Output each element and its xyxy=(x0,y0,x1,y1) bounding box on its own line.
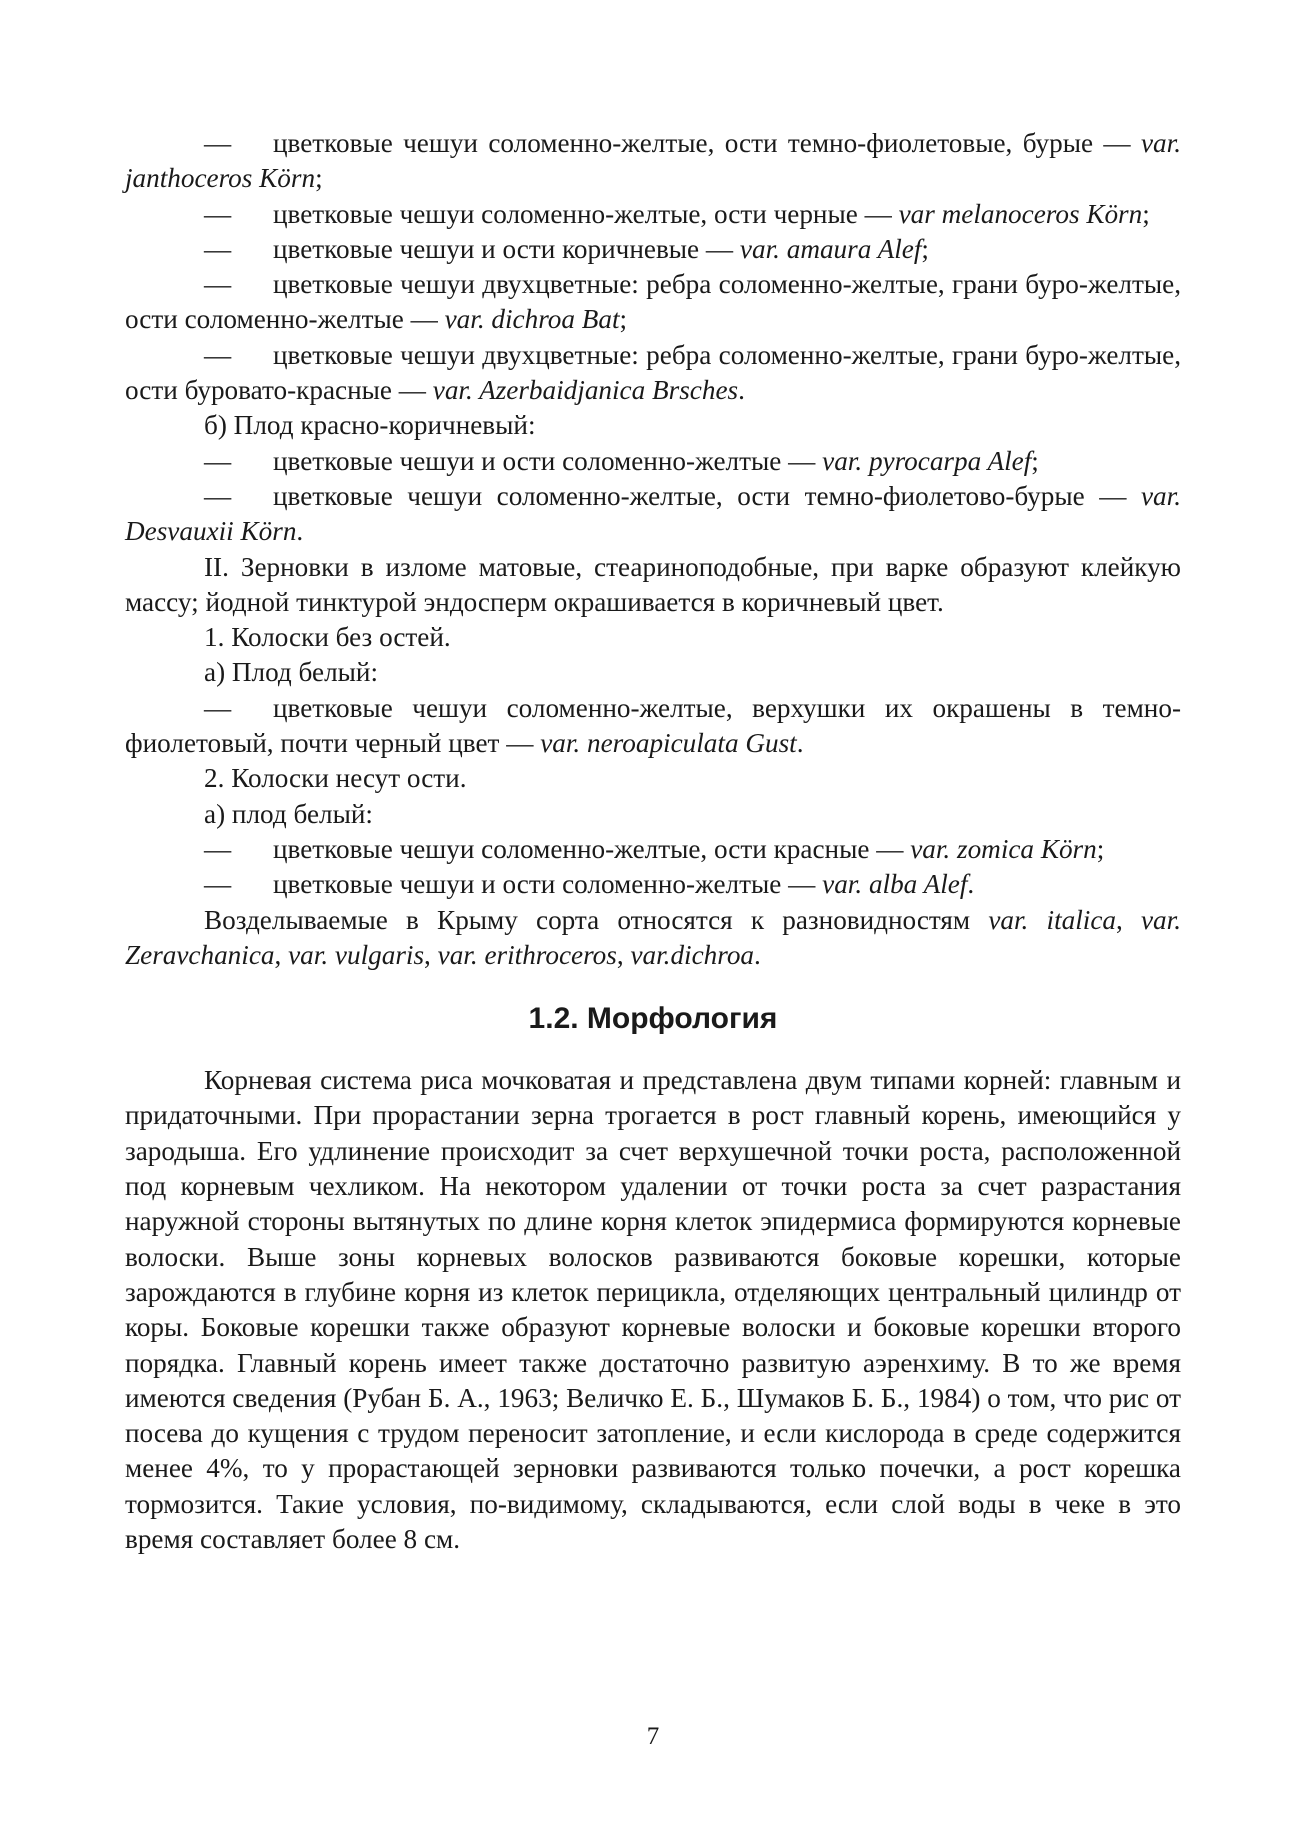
dash: — xyxy=(204,128,232,158)
entry-punct: ; xyxy=(315,163,323,194)
entry-text: цветковые чешуи соломенно-желтые, ости красные — xyxy=(273,833,911,864)
variety-entry-amaura xyxy=(125,232,1181,267)
variety-entry-janthoceros xyxy=(125,126,1181,197)
paragraph-crimea-varieties xyxy=(125,903,1181,974)
entry-text: цветковые чешуи двухцветные: ребра соломенно-желтые, грани буро-желтые, ости буровато-красные — xyxy=(125,339,1181,406)
entry-punct: ; xyxy=(921,233,929,264)
variety-entry-alba xyxy=(125,867,1181,902)
entry-punct: ; xyxy=(1096,833,1105,864)
subheading-fruit-white-1: а) Плод белый: xyxy=(204,657,379,688)
variety-name: var melanoceros Körn xyxy=(898,198,1143,229)
entry-text: цветковые чешуи соломенно-желтые, ости темно-фиолетово-бурые — xyxy=(273,480,1141,511)
crimea-text: Возделываемые в Крыму сорта относятся к разновидностям xyxy=(204,904,989,935)
separator: , xyxy=(274,939,289,970)
page-content xyxy=(125,126,1181,1557)
variety-name: var. neroapiculata Gust xyxy=(540,728,797,759)
dash: — xyxy=(204,233,232,264)
variety-name: var. Desvauxii Körn xyxy=(125,480,1181,547)
section-heading: 1.2. Морфология xyxy=(528,1002,778,1036)
variety-name: var. alba Alef xyxy=(822,869,968,900)
variety-name: var. Zeravchanica xyxy=(125,904,1181,970)
paragraph-root-system: Корневая система риса мочковатая и представлена двум типами корней: главным и придаточными. При прорастании зерна трогается в рост главный корень, имеющийся у зародыша. Его удлинение происходит за счет верхушечной точки роста, расположенной под корневым чехликом. На некотором удалении от точки роста за счет разрастания наружной стороны вытянутых по длине корня клеток эпидермиса формируются корневые волоски. Выше зоны корневых волосков развиваются боковые корешки, которые зарождаются в глубине корня из клеток перицикла, отделяющих центральный цилиндр от коры. Боковые корешки также образуют корневые волоски и боковые корешки второго порядка. Главный корень имеет также достаточно развитую аэренхиму. В то же время имеются сведения (Рубан Б. А., 1963; Величко Е. Б., Шумаков Б. Б., 1984) о том, что рис от посева до кущения с трудом переносит затопление, и если кислорода в среде содержится менее 4%, то у прорастающей зерновки развиваются только почечки, а рост корешка тормозится. Такие условия, по-видимому, складываются, если слой воды в чеке в это время составляет более 8 см. xyxy=(125,1065,1181,1554)
entry-text: цветковые чешуи соломенно-желтые, ости темно-фиолетовые, бурые — xyxy=(273,128,1141,158)
dash: — xyxy=(204,445,232,476)
variety-name: var. erithroceros xyxy=(437,939,617,970)
entry-text: цветковые чешуи соломенно-желтые, ости черные — xyxy=(273,198,899,229)
variety-entry-dichroa xyxy=(125,267,1181,338)
subheading-fruit-white-2: а) плод белый: xyxy=(204,798,373,829)
variety-name: var. italica xyxy=(988,904,1116,935)
dash: — xyxy=(204,339,232,370)
dash: — xyxy=(204,833,232,864)
entry-text: цветковые чешуи и ости коричневые — xyxy=(273,233,740,264)
variety-name: var.dichroa xyxy=(630,939,755,970)
variety-entry-pyrocarpa xyxy=(125,444,1181,479)
variety-name: var. Azerbaidjanica Brsches xyxy=(432,375,739,406)
dash: — xyxy=(204,480,232,511)
separator: , xyxy=(616,939,631,970)
variety-name: var. janthoceros Körn xyxy=(125,128,1181,194)
entry-text: цветковые чешуи и ости соломенно-желтые — xyxy=(273,869,823,900)
variety-name: var. pyrocarpa Alef xyxy=(822,445,1032,476)
dash: — xyxy=(204,269,232,300)
variety-name: var. dichroa Bat xyxy=(444,304,620,335)
entry-text: цветковые чешуи соломенно-желтые, верхушки их окрашены в темно-фиолетовый, почти черный цвет — xyxy=(125,692,1181,759)
variety-entry-neroapiculata xyxy=(125,691,1181,762)
entry-punct: . xyxy=(754,939,761,970)
paragraph-group-II: II. Зерновки в изломе матовые, стеариноподобные, при варке образуют клейкую массу; йодной тинктурой эндосперм окрашивается в коричневый цвет. xyxy=(125,551,1181,617)
subheading-spikelets-awned: 2. Колоски несут ости. xyxy=(204,763,467,794)
entry-punct: . xyxy=(296,516,304,547)
entry-punct: ; xyxy=(1142,198,1150,229)
separator: , xyxy=(424,939,438,970)
entry-punct: ; xyxy=(1031,445,1039,476)
page-number: 7 xyxy=(646,1723,660,1750)
dash: — xyxy=(204,198,232,229)
entry-punct: . xyxy=(967,869,975,900)
entry-punct: . xyxy=(738,375,745,406)
variety-name: var. amaura Alef xyxy=(739,233,922,264)
entry-text: цветковые чешуи и ости соломенно-желтые — xyxy=(273,445,823,476)
variety-name: var. zomica Körn xyxy=(910,833,1097,864)
entry-text: цветковые чешуи двухцветные: ребра соломенно-желтые, грани буро-желтые, ости соломенно-желтые — xyxy=(125,269,1181,335)
variety-entry-azerbaidjanica xyxy=(125,338,1181,409)
separator: , xyxy=(1115,904,1141,935)
variety-name: var. vulgaris xyxy=(288,939,425,970)
subheading-fruit-red-brown: б) Плод красно-коричневый: xyxy=(204,410,536,441)
entry-punct: . xyxy=(796,728,804,759)
variety-entry-desvauxii xyxy=(125,479,1181,550)
subheading-spikelets-awnless: 1. Колоски без остей. xyxy=(204,622,451,653)
dash: — xyxy=(204,869,232,900)
dash: — xyxy=(204,692,232,723)
variety-entry-melanoceros xyxy=(125,197,1181,232)
variety-entry-zomica xyxy=(125,832,1181,867)
entry-punct: ; xyxy=(619,304,628,335)
